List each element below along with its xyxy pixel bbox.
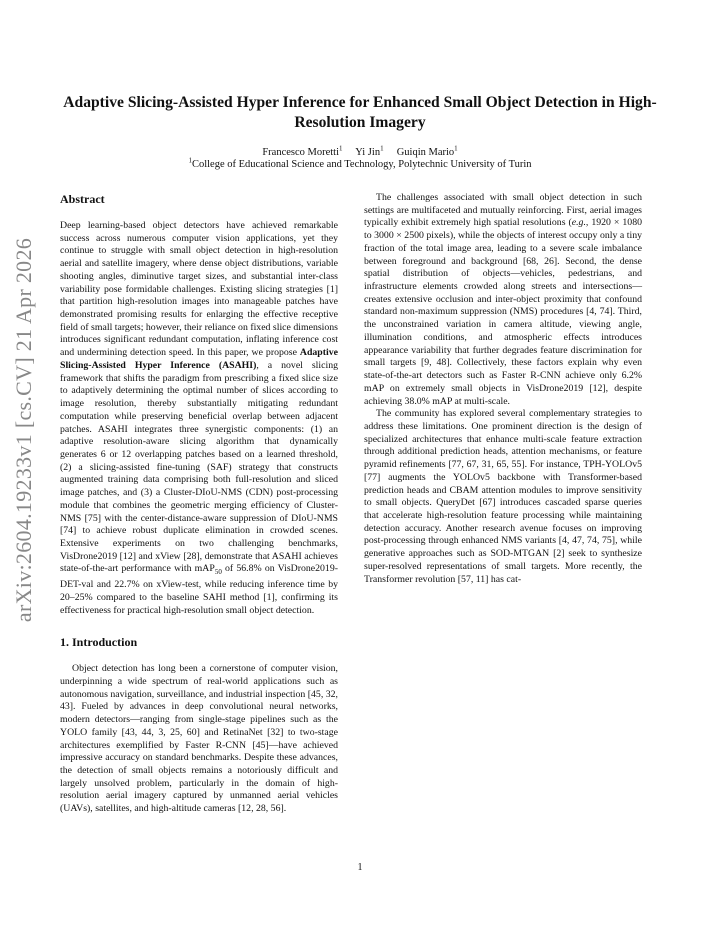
arxiv-watermark: [4, 180, 44, 680]
author-affil-mark: 1: [380, 144, 384, 153]
affiliation-text: College of Educational Science and Technology, Polytechnic University of Turin: [191, 159, 532, 170]
intro-paragraph-2: [364, 192, 642, 408]
right-column: [364, 192, 642, 586]
abstract-text-1: Deep learning-based object detectors have achieved remarkable success across numerous computer vision applications, yet they continue to struggle with small object detection in high-resolution aerial and satellite imagery, where dense object distributions, variable shooting angles, diminutive target sizes, and substantial inter-class variability pose formidable challenges. Existing slicing strategies [1] that partition high-resolution images into manageable patches have demonstrated promising results for enlarging the effective receptive field of small targets; however, their reliance on fixed slice dimensions introduces significant redundant computation, inflating inference cost and undermining detection speed. In this paper, we propose: [60, 220, 338, 359]
abstract-text-3: of 56.8% on VisDrone2019-DET-val and 22.7% on xView-test, while reducing inference time by 20–25% compared to the baseline SAHI method [1], confirming its effectiveness for practical high-resolution small object detection.: [60, 563, 338, 616]
map-subscript: 50: [214, 568, 222, 577]
section-heading-introduction: 1. Introduction: [60, 635, 138, 650]
author-name: Francesco Moretti: [262, 147, 340, 158]
abstract-heading: Abstract: [60, 192, 105, 206]
arxiv-identifier: arXiv:2604.19233v1 [cs.CV] 21 Apr 2026: [11, 237, 36, 623]
abstract-body: [60, 220, 338, 617]
page-number: 1: [357, 862, 363, 873]
paper-title: Adaptive Slicing-Assisted Hyper Inference for Enhanced Small Object Detection in High-Resolution Imagery: [63, 94, 657, 131]
intro-p2-text-a: The challenges associated with small object detection in such settings are multifaceted and mutually reinforcing. First, aerial images typically exhibit extremely high spatial resolutions (: [364, 192, 642, 229]
intro-paragraph-1: Object detection has long been a cornerstone of computer vision, underpinning a wide spectrum of real-world applications such as autonomous navigation, surveillance, and industrial inspection [45, 32, 43]. Fueled by advances in deep convolutional neural networks, modern detectors—ranging from single-stage pipelines such as the YOLO family [43, 44, 3, 25, 60] and RetinaNet [32] to two-stage architectures exemplified by Faster R-CNN [45]—have achieved impressive accuracy on standard benchmarks. Despite these advances, the detection of small objects remains a notoriously difficult and largely unsolved problem, particularly in the domain of high-resolution aerial imagery captured by unmanned aerial vehicles (UAVs), satellites, and high-altitude cameras [12, 28, 56].: [60, 663, 338, 815]
intro-p2-text-b: , 1920 × 1080 to 3000 × 2500 pixels), while the objects of interest occupy only a tiny fraction of the total image area, leading to a severe scale imbalance between foreground and background [68, 26]. Second, the dense spatial distribution of objects—vehicles, pedestrians, and infrastructure elements crowded along streets and intersections—creates extensive occlusion and inter-object proximity that confound standard non-maximum suppression (NMS) procedures [4, 74]. Third, the unconstrained variation in camera altitude, viewing angle, illumination conditions, and atmospheric effects introduces appearance variability that further degrades feature discrimination for small targets [9, 48]. Collectively, these factors explain why even state-of-the-art detectors such as Faster R-CNN achieve only 6.2% mAP on extremely small objects in VisDrone2019 [12], despite achieving 38.0% mAP at multi-scale.: [364, 217, 642, 407]
author-name: Yi Jin: [355, 147, 381, 158]
intro-p2-eg: e.g.: [571, 217, 586, 229]
author-affil-mark: 1: [339, 144, 343, 153]
author-affil-mark: 1: [454, 144, 458, 153]
affiliation-mark: 1: [188, 156, 192, 165]
abstract-text-2: , a novel slicing framework that shifts the paradigm from prescribing a fixed slice size to adaptively determining the optimal number of slices according to image resolution, thereby substantially mitigating redundant computation while preserving beneficial overlap between adjacent patches. ASAHI integrates three synergistic components: (1) an adaptive resolution-aware slicing algorithm that dynamically generates 6 or 12 overlapping patches based on a learned threshold, (2) a slicing-assisted fine-tuning (SAF) strategy that constructs augmented training data comprising both full-resolution and sliced image patches, and (3) a Cluster-DIoU-NMS (CDN) post-processing module that combines the geometric merging efficiency of Cluster-NMS [75] with the center-distance-aware suppression of DIoU-NMS [74] to achieve robust duplicate elimination in crowded scenes. Extensive experiments on two challenging benchmarks, VisDrone2019 [12] and xView [28], demonstrate that ASAHI achieves state-of-the-art performance with mAP: [60, 359, 338, 575]
method-name: Adaptive Slicing-Assisted Hyper Inference (ASAHI): [60, 347, 338, 371]
intro-paragraph-3: The community has explored several complementary strategies to address these limitations. One prominent direction is the design of specialized architectures that enhance multi-scale feature extraction through additional prediction heads, attention mechanisms, or feature pyramid refinements [77, 67, 31, 65, 55]. For instance, TPH-YOLOv5 [77] augments the YOLOv5 backbone with Transformer-based prediction heads and CBAM attention modules to improve sensitivity to small objects. QueryDet [67] introduces cascaded sparse queries that accelerate high-resolution feature processing while maintaining detection accuracy. Another research avenue focuses on improving post-processing through enhanced NMS variants [4, 47, 74, 75], while generative approaches such as SOD-MTGAN [2] seek to synthesize super-resolved representations of small targets. More recently, the Transformer revolution [57, 11] has cat-: [364, 408, 642, 585]
left-column: [60, 192, 338, 816]
affiliation: [50, 158, 670, 171]
author-name: Guiqin Mario: [396, 147, 455, 158]
